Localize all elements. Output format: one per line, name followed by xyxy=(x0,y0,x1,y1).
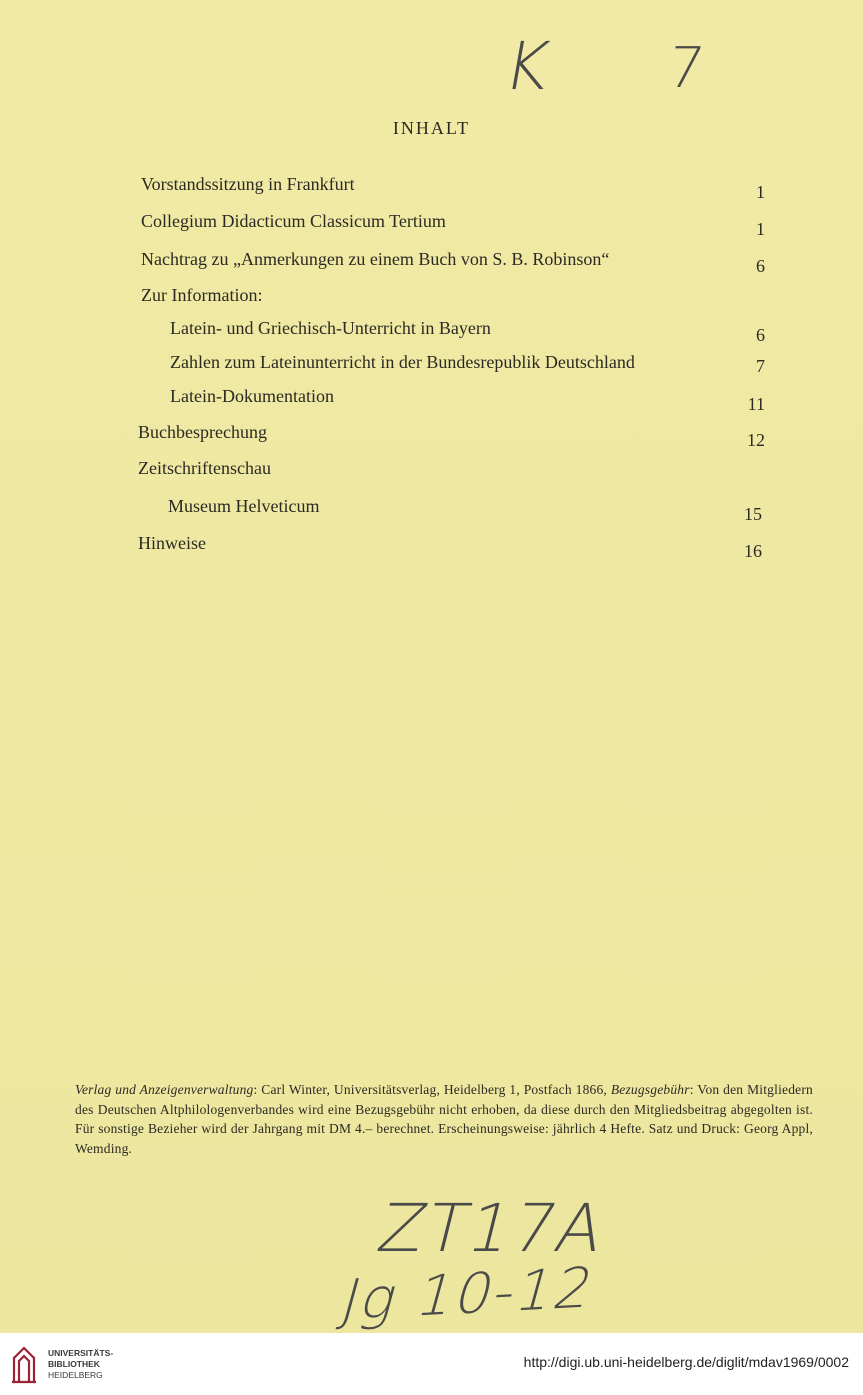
toc-entry-title: Buchbesprechung xyxy=(138,422,267,442)
toc-entry xyxy=(0,496,863,526)
toc-entry xyxy=(0,174,863,204)
imprint-text-fee: : Von den Mitgliedern des Deutschen Altphilologenverbandes wird eine Bezugsgebühr nicht erhoben, da diese durch den Mitgliedsbeitrag abgegolten ist. Für sonstige Bezieher wird der Jahrgang mit DM 4.– berechnet. Erscheinungsweise: jährlich 4 Hefte. Satz und Druck: Georg Appl, Wemding. xyxy=(75,1082,814,1156)
handwritten-volume-note: Jg 10-12 xyxy=(334,1255,603,1334)
toc-entry xyxy=(0,386,863,416)
toc-entry xyxy=(0,422,863,452)
toc-entry-title: Hinweise xyxy=(138,533,206,553)
toc-entry-page: 11 xyxy=(747,394,765,414)
library-name-line1: UNIVERSITÄTS- xyxy=(48,1348,114,1358)
toc-entry xyxy=(0,352,863,382)
toc-entry-page: 7 xyxy=(756,356,765,376)
publisher-imprint xyxy=(75,1080,813,1158)
library-name-line2: BIBLIOTHEK xyxy=(48,1359,100,1369)
toc-entry-title: Latein- und Griechisch-Unterricht in Bayern xyxy=(170,318,491,338)
library-logo-icon[interactable] xyxy=(10,1344,38,1384)
toc-entry-title: Collegium Didacticum Classicum Tertium xyxy=(141,211,446,231)
toc-entry-title: Zahlen zum Lateinunterricht in der Bundesrepublik Deutschland xyxy=(170,352,635,372)
toc-entry-page: 15 xyxy=(744,504,762,524)
toc-section-heading: Zur Information: xyxy=(141,285,263,305)
toc-entry-page: 6 xyxy=(756,325,765,345)
toc-section-heading: Zeitschriftenschau xyxy=(138,458,271,478)
toc-entry-title: Latein-Dokumentation xyxy=(170,386,334,406)
toc-entry-page: 6 xyxy=(756,256,765,276)
handwritten-shelfmark: ZT17A xyxy=(370,1190,615,1267)
toc-entry xyxy=(0,285,863,315)
library-name[interactable] xyxy=(48,1348,113,1381)
document-url-link[interactable]: http://digi.ub.uni-heidelberg.de/diglit/mdav1969/0002 xyxy=(523,1354,849,1370)
toc-entry xyxy=(0,458,863,488)
toc-entry-page: 1 xyxy=(756,182,765,202)
handwritten-mark-left: K xyxy=(498,28,558,105)
toc-entry xyxy=(0,318,863,348)
toc-entry-page: 16 xyxy=(744,541,762,561)
toc-entry-page: 12 xyxy=(747,430,765,450)
imprint-label-fee: Bezugsgebühr xyxy=(610,1082,690,1097)
page-title: INHALT xyxy=(392,118,471,138)
imprint-label-publisher: Verlag und Anzeigenverwaltung xyxy=(75,1082,254,1097)
viewer-footer-bar xyxy=(0,1333,863,1395)
toc-entry-title: Museum Helveticum xyxy=(168,496,320,516)
toc-entry-title: Vorstandssitzung in Frankfurt xyxy=(141,174,355,194)
library-name-line3: HEIDELBERG xyxy=(48,1370,103,1380)
toc-entry-page: 1 xyxy=(756,219,765,239)
toc-entry xyxy=(0,249,863,279)
toc-entry-title: Nachtrag zu „Anmerkungen zu einem Buch von S. B. Robinson“ xyxy=(141,249,610,269)
toc-entry xyxy=(0,533,863,563)
imprint-text-publisher: : Carl Winter, Universitätsverlag, Heidelberg 1, Postfach 1866, xyxy=(253,1082,611,1097)
handwritten-mark-right: 7 xyxy=(663,36,711,101)
toc-entry xyxy=(0,211,863,241)
